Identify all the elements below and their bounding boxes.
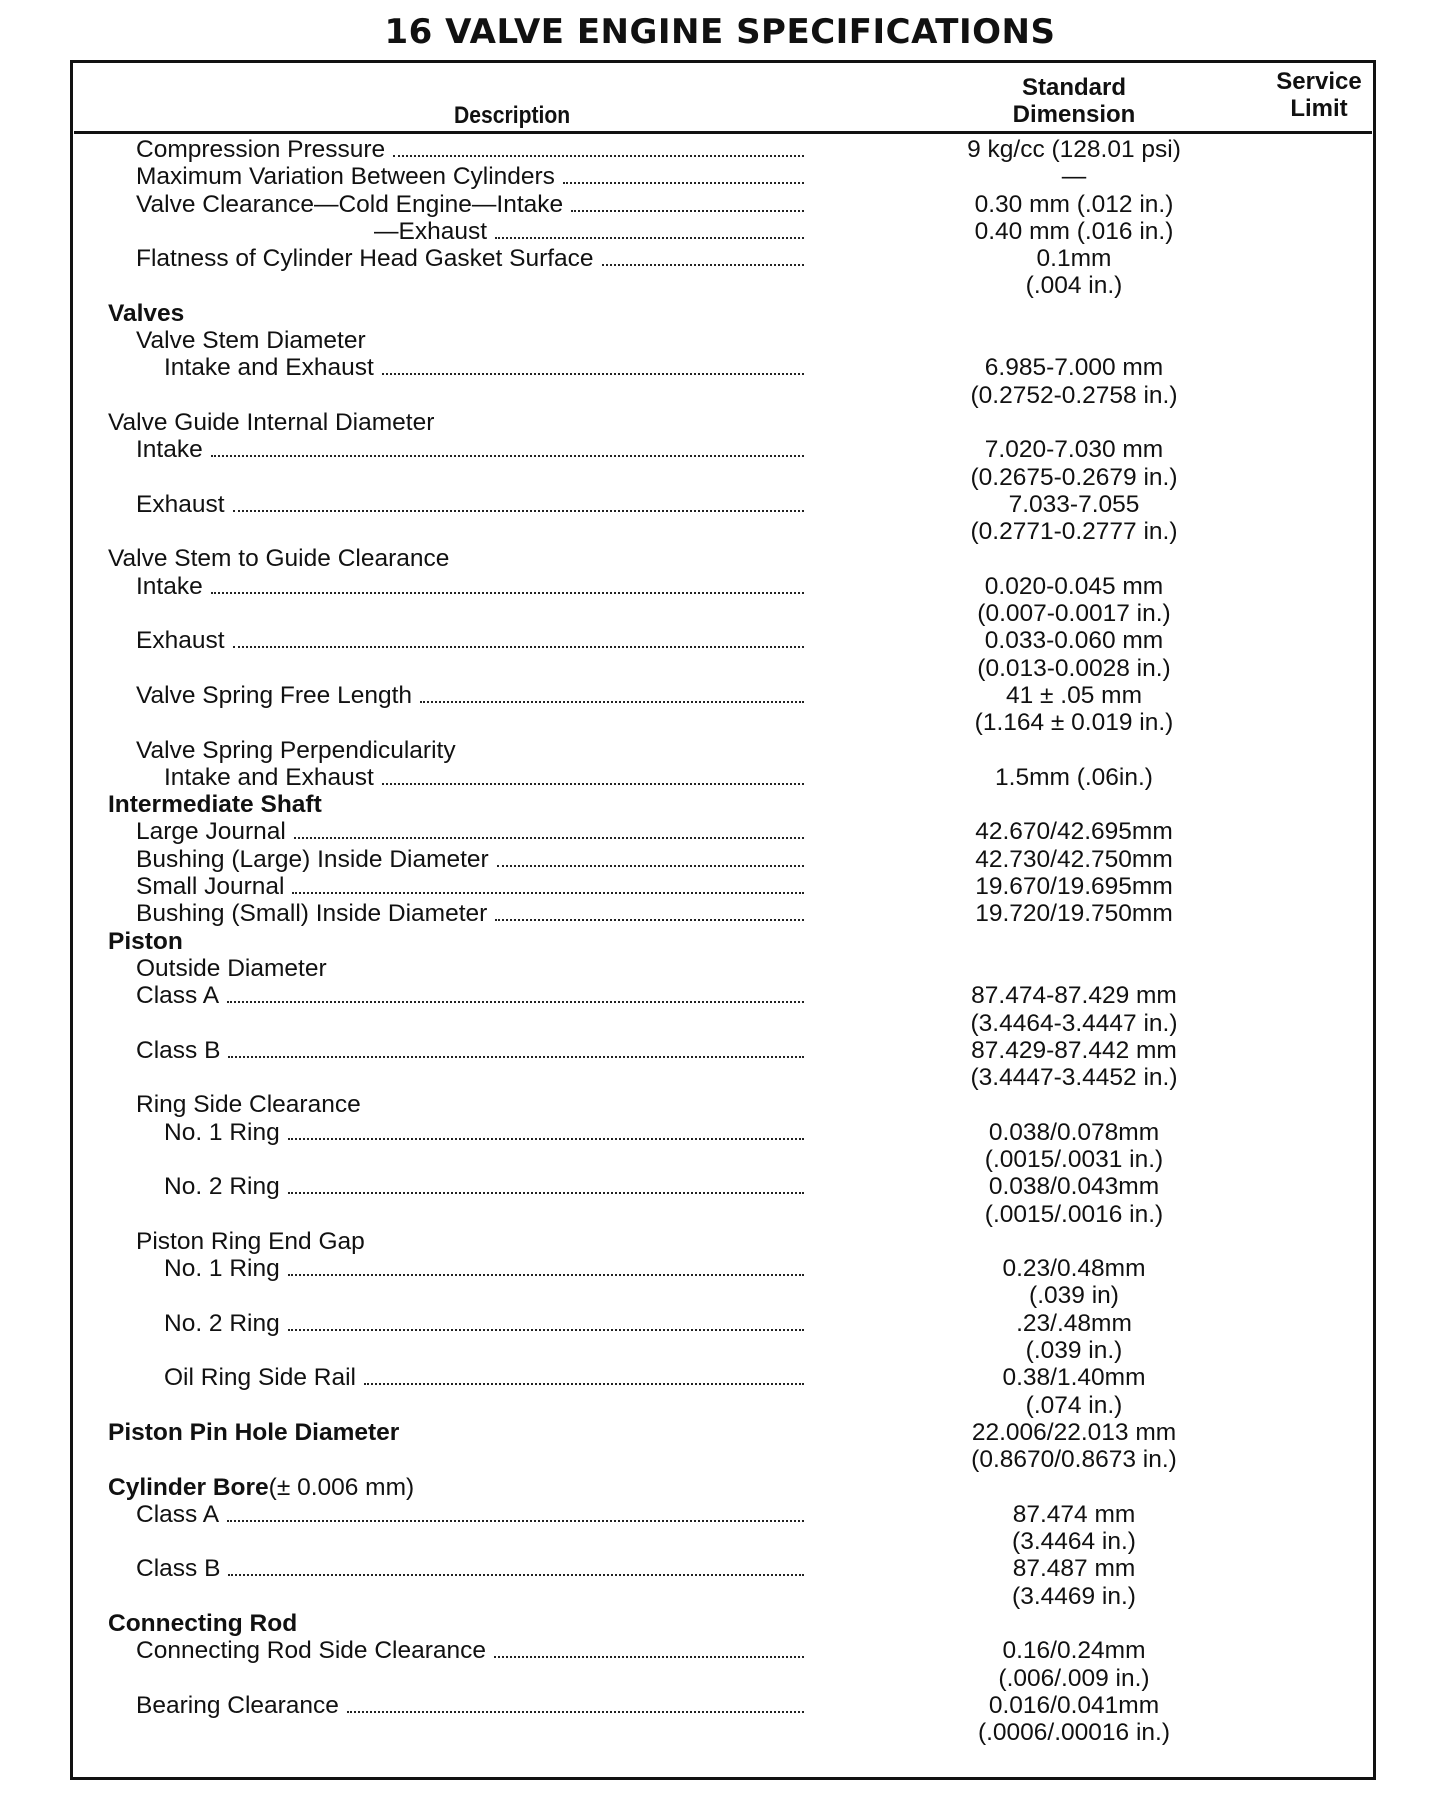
row-description [164,1364,804,1391]
table-row [74,464,1372,491]
table-row [74,245,1372,272]
row-description [164,1119,804,1146]
row-description [136,1501,804,1528]
row-description [136,1037,804,1064]
row-description [108,1474,804,1501]
standard-dimension-value: (.006/.009 in.) [998,1664,1150,1692]
row-description [136,900,804,927]
dot-leader [497,846,804,867]
dot-leader [288,1310,804,1331]
table-row [74,1637,1372,1664]
standard-dimension-value: 19.720/19.750mm [975,900,1173,928]
standard-dimension-value: 19.670/19.695mm [975,873,1173,901]
standard-dimension-value: 42.730/42.750mm [975,845,1173,873]
dot-leader [382,764,804,785]
row-label: Class B [136,1555,221,1583]
column-header-service-line1: Service [1276,68,1362,95]
table-row [74,1010,1372,1037]
row-description [136,1555,804,1582]
dot-leader [602,245,804,266]
table-row [74,982,1372,1009]
section-heading: Cylinder Bore [108,1473,269,1501]
row-label: Connecting Rod Side Clearance [136,1637,487,1665]
table-row [74,900,1372,927]
dot-leader [347,1692,804,1713]
row-label: Intake and Exhaust [164,763,374,791]
table-row [74,327,1372,354]
row-description [164,1173,804,1200]
table-row [74,737,1372,764]
standard-dimension-value: 0.16/0.24mm [1002,1637,1146,1665]
row-description [108,545,804,572]
table-row [74,1692,1372,1719]
row-label: Flatness of Cylinder Head Gasket Surface [136,245,594,273]
dot-leader [292,873,804,894]
row-description [136,627,804,654]
standard-dimension-value: 0.038/0.078mm [988,1118,1160,1146]
row-label: Bearing Clearance [136,1691,339,1719]
standard-dimension-value: 22.006/22.013 mm [971,1418,1177,1446]
row-label: Class A [136,982,220,1010]
standard-dimension-value: (.0006/.00016 in.) [977,1719,1171,1747]
row-label: Valve Stem Diameter [136,327,366,355]
row-description [164,1255,804,1282]
standard-dimension-value: 0.40 mm (.016 in.) [974,217,1174,245]
standard-dimension-value: .23/.48mm [1016,1309,1132,1337]
column-header-standard-line2: Dimension [1012,101,1136,128]
standard-dimension-value: (3.4464 in.) [1012,1528,1136,1556]
row-label: Intake [136,436,203,464]
dot-leader [211,573,804,594]
standard-dimension-value: (3.4464-3.4447 in.) [970,1009,1178,1037]
table-row [74,1364,1372,1391]
dot-leader [364,1364,804,1385]
row-description [108,928,804,955]
row-label: Small Journal [136,873,285,901]
row-description [374,218,804,245]
row-description [136,818,804,845]
table-row [74,682,1372,709]
row-description [164,764,804,791]
row-description [164,354,804,381]
table-row [74,1474,1372,1501]
standard-dimension-value: 0.23/0.48mm [1002,1255,1146,1283]
row-label: No. 1 Ring [164,1255,280,1283]
table-row [74,1665,1372,1692]
row-label: No. 2 Ring [164,1173,280,1201]
section-heading: Intermediate Shaft [108,791,322,819]
row-description [136,1637,804,1664]
table-row [74,1201,1372,1228]
row-description [136,245,804,272]
standard-dimension-value: 9 kg/cc (128.01 psi) [967,136,1181,163]
dot-leader [288,1173,804,1194]
row-description [136,191,804,218]
standard-dimension-value: (0.8670/0.8673 in.) [971,1446,1177,1474]
table-row [74,1146,1372,1173]
table-row [74,272,1372,299]
row-description [164,1310,804,1337]
table-row [74,1528,1372,1555]
standard-dimension-value: (.074 in.) [1025,1391,1123,1419]
standard-dimension-value: 0.020-0.045 mm [984,572,1164,600]
standard-dimension-value: (.004 in.) [1025,272,1123,300]
row-label: Valve Guide Internal Diameter [108,408,435,436]
row-description [136,163,804,190]
row-label: Exhaust [136,627,225,655]
row-description [108,791,804,818]
standard-dimension-value: (.0015/.0031 in.) [984,1145,1164,1173]
standard-dimension-value: 87.429-87.442 mm [971,1036,1177,1064]
standard-dimension-value: (.039 in.) [1025,1337,1123,1365]
row-description [136,1692,804,1719]
table-row [74,764,1372,791]
table-row [74,191,1372,218]
dot-leader [494,1637,804,1658]
standard-dimension-value: (3.4469 in.) [1012,1582,1136,1610]
page-title: 16 VALVE ENGINE SPECIFICATIONS [384,12,1056,52]
standard-dimension-value: 87.474 mm [1012,1500,1136,1528]
spec-rows [74,136,1372,1747]
row-label: Compression Pressure [136,136,386,163]
table-row [74,1392,1372,1419]
table-row [74,1228,1372,1255]
column-header-service-line2: Limit [1290,95,1348,122]
table-row [74,846,1372,873]
dot-leader [495,218,804,239]
row-description [136,436,804,463]
table-row [74,818,1372,845]
row-label: Oil Ring Side Rail [164,1364,356,1392]
table-row [74,1282,1372,1309]
table-row [74,709,1372,736]
dot-leader [228,1555,804,1576]
row-label: Large Journal [136,818,286,846]
row-label: Exhaust [136,490,225,518]
dot-leader [294,818,804,839]
table-row [74,1446,1372,1473]
table-row [74,627,1372,654]
standard-dimension-value: (1.164 ± 0.019 in.) [974,709,1174,737]
standard-dimension-value: 42.670/42.695mm [975,818,1173,846]
section-heading: Connecting Rod [108,1610,298,1638]
table-row [74,1091,1372,1118]
table-row [74,382,1372,409]
dot-leader [420,682,804,703]
row-description [136,1228,804,1255]
table-row [74,1419,1372,1446]
table-row [74,1719,1372,1746]
row-description [136,737,804,764]
dot-leader [227,1501,804,1522]
dot-leader [233,491,804,512]
row-label: Maximum Variation Between Cylinders [136,163,555,191]
table-row [74,136,1372,163]
table-row [74,354,1372,381]
column-header-standard-line1: Standard [1021,74,1126,101]
row-description [136,573,804,600]
dot-leader [563,163,804,184]
table-row [74,873,1372,900]
dot-leader [288,1255,804,1276]
standard-dimension-value: 7.033-7.055 [1008,490,1140,518]
row-label: Valve Spring Free Length [136,681,413,709]
row-description [136,1091,804,1118]
row-label: Valve Clearance—Cold Engine—Intake [136,190,564,218]
table-row [74,1583,1372,1610]
dot-leader [495,900,804,921]
standard-dimension-value: (3.4447-3.4452 in.) [970,1064,1178,1092]
standard-dimension-value: 0.033-0.060 mm [984,627,1164,655]
standard-dimension-value: — [1061,163,1087,191]
standard-dimension-value: 0.1mm [1036,245,1112,273]
table-row [74,955,1372,982]
table-header [74,64,1372,134]
row-label: Valve Spring Perpendicularity [136,736,456,764]
column-header-description: Description [454,102,571,129]
standard-dimension-value: (0.2752-0.2758 in.) [970,381,1178,409]
dot-leader [228,1037,804,1058]
standard-dimension-value: 41 ± .05 mm [1006,681,1142,709]
column-header-standard-dimension [909,74,1239,128]
row-description [108,300,804,327]
row-label: No. 2 Ring [164,1309,280,1337]
row-label: Bushing (Large) Inside Diameter [136,845,489,873]
table-row [74,163,1372,190]
row-description [108,409,804,436]
row-label: Piston Ring End Gap [136,1227,365,1255]
row-description [136,682,804,709]
row-description [108,1419,804,1446]
table-row [74,1119,1372,1146]
standard-dimension-value: (0.007-0.0017 in.) [977,600,1171,628]
section-heading: Piston Pin Hole Diameter [108,1418,400,1446]
standard-dimension-value: 87.487 mm [1012,1555,1136,1583]
row-description [108,1610,804,1637]
standard-dimension-value: 6.985-7.000 mm [984,354,1164,382]
table-row [74,655,1372,682]
standard-dimension-value: 0.038/0.043mm [988,1173,1160,1201]
table-row [74,218,1372,245]
standard-dimension-value: (0.2675-0.2679 in.) [970,463,1178,491]
row-label: Class A [136,1500,220,1528]
table-row [74,928,1372,955]
row-description [136,955,804,982]
dot-leader [393,136,804,157]
standard-dimension-value: 0.30 mm (.012 in.) [974,190,1174,218]
row-label: Valve Stem to Guide Clearance [108,545,450,573]
dot-leader [571,191,804,212]
table-row [74,1064,1372,1091]
table-row [74,1255,1372,1282]
row-label: No. 1 Ring [164,1118,280,1146]
row-label: Outside Diameter [136,954,327,982]
table-row [74,600,1372,627]
row-label: Intake and Exhaust [164,354,374,382]
table-row [74,409,1372,436]
standard-dimension-value: 87.474-87.429 mm [971,982,1177,1010]
table-row [74,491,1372,518]
table-row [74,518,1372,545]
table-row [74,791,1372,818]
table-row [74,1310,1372,1337]
dot-leader [233,627,804,648]
row-label: Class B [136,1036,221,1064]
table-row [74,1501,1372,1528]
row-description [136,327,804,354]
table-row [74,1610,1372,1637]
table-row [74,1555,1372,1582]
dot-leader [227,982,804,1003]
dot-leader [211,436,804,457]
row-label: —Exhaust [374,217,488,245]
dot-leader [382,354,804,375]
section-heading: Piston [108,927,183,955]
standard-dimension-value: 0.016/0.041mm [988,1691,1160,1719]
row-description [136,136,804,163]
standard-dimension-value: (0.2771-0.2777 in.) [970,518,1178,546]
standard-dimension-value: (.039 in) [1029,1282,1119,1310]
standard-dimension-value: 0.38/1.40mm [1002,1364,1146,1392]
row-description [136,982,804,1009]
table-row [74,573,1372,600]
row-label: Intake [136,572,203,600]
column-header-service-limit [1219,68,1419,122]
row-description [136,873,804,900]
table-row [74,1173,1372,1200]
table-row [74,436,1372,463]
row-label: Bushing (Small) Inside Diameter [136,900,488,928]
standard-dimension-value: (0.013-0.0028 in.) [977,654,1171,682]
table-row [74,300,1372,327]
table-row [74,545,1372,572]
table-row [74,1337,1372,1364]
row-description [136,846,804,873]
row-label: Ring Side Clearance [136,1091,361,1119]
standard-dimension-value: 7.020-7.030 mm [984,436,1164,464]
row-label-suffix: (± 0.006 mm) [268,1473,415,1501]
dot-leader [288,1119,804,1140]
table-row [74,1037,1372,1064]
standard-dimension-value: (.0015/.0016 in.) [984,1200,1164,1228]
section-heading: Valves [108,299,185,327]
row-description [136,491,804,518]
standard-dimension-value: 1.5mm (.06in.) [995,763,1153,791]
